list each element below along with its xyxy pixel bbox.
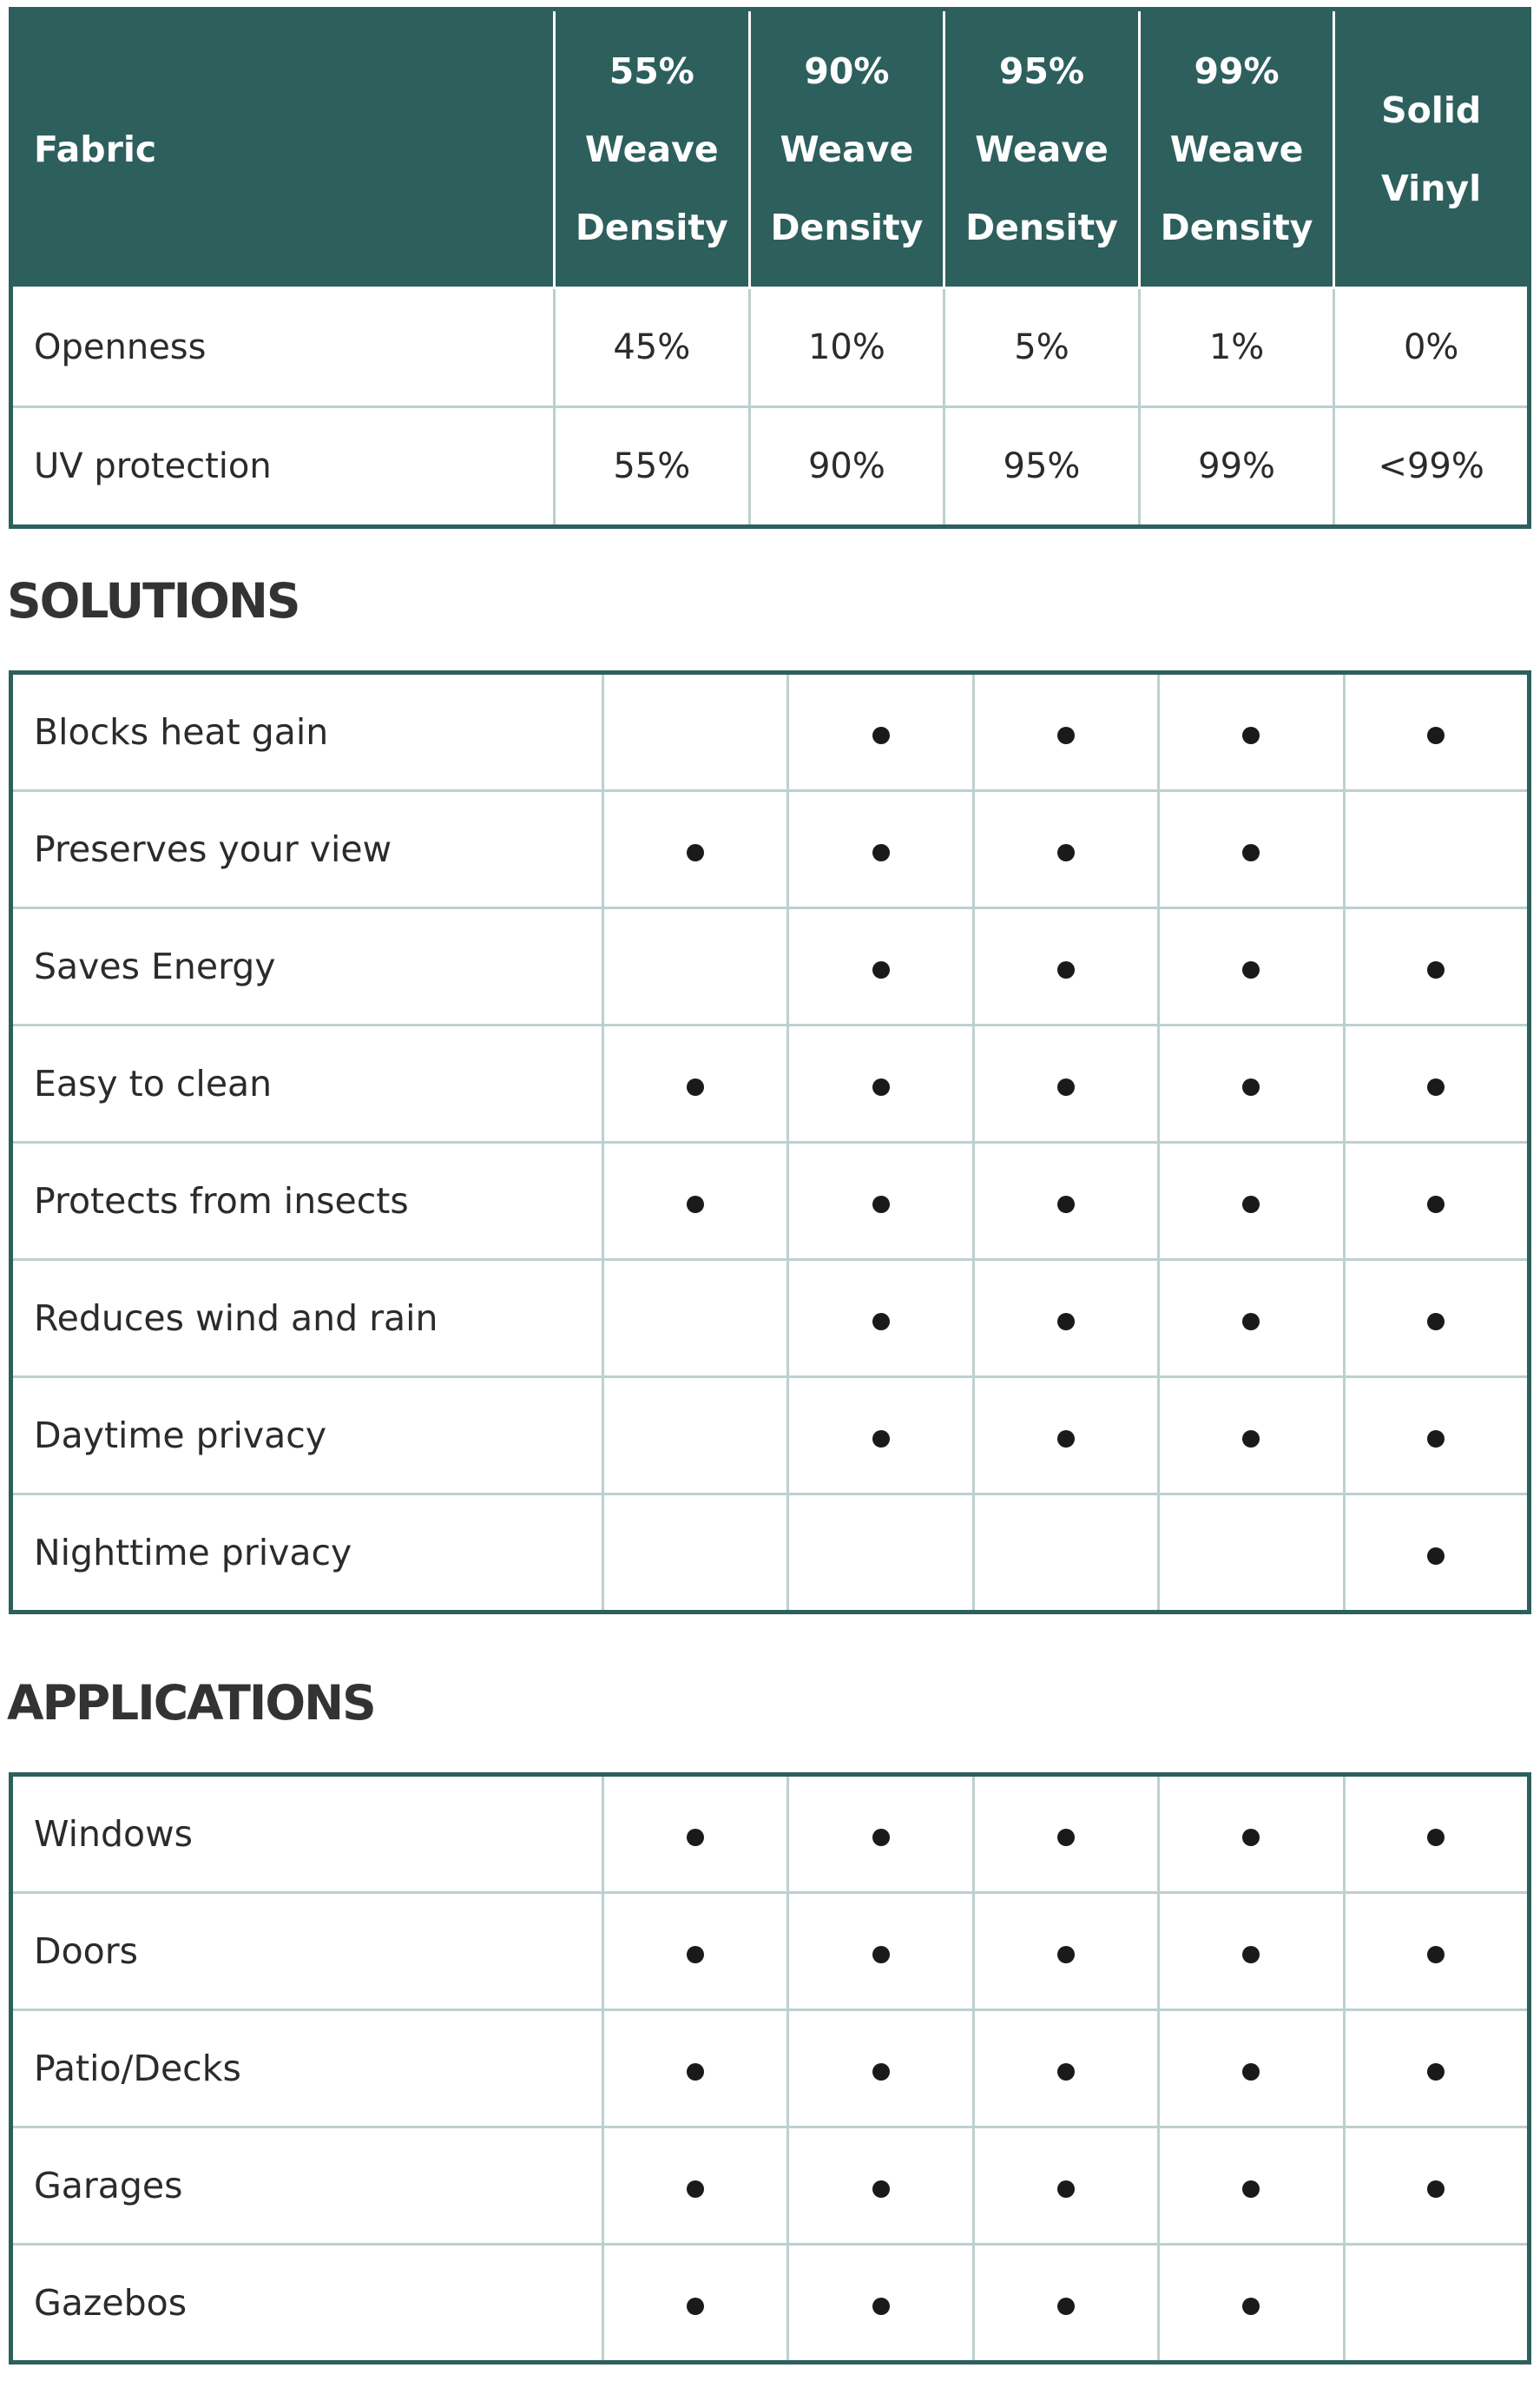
mark-cell (788, 791, 973, 908)
mark-cell (1344, 1494, 1529, 1613)
bullet-dot-icon (1057, 844, 1075, 861)
row-label: UV protection (11, 407, 555, 527)
row-label: Openness (11, 288, 555, 407)
mark-cell (603, 2010, 788, 2127)
table-row (11, 1377, 1530, 1494)
bullet-dot-icon (1427, 961, 1445, 979)
bullet-dot-icon (1057, 1313, 1075, 1330)
bullet-dot-icon (687, 1078, 704, 1096)
table-row (11, 673, 1530, 791)
bullet-dot-icon (872, 727, 890, 744)
mark-cell (1344, 2010, 1529, 2127)
row-label: Easy to clean (11, 1026, 603, 1143)
bullet-dot-icon (872, 1829, 890, 1846)
bullet-dot-icon (1242, 844, 1260, 861)
bullet-dot-icon (1242, 1946, 1260, 1963)
mark-cell (973, 1026, 1158, 1143)
mark-cell (788, 1377, 973, 1494)
header-99-weave: 99% Weave Density (1139, 10, 1334, 288)
row-label: Gazebos (11, 2245, 603, 2363)
mark-cell (1159, 673, 1344, 791)
value-cell: 5% (944, 288, 1140, 407)
mark-cell (603, 1026, 788, 1143)
bullet-dot-icon (1427, 1430, 1445, 1448)
row-label: Reduces wind and rain (11, 1260, 603, 1377)
bullet-dot-icon (687, 2180, 704, 2198)
bullet-dot-icon (1057, 1829, 1075, 1846)
bullet-dot-icon (872, 2063, 890, 2081)
mark-cell (973, 2127, 1158, 2245)
value-cell: 55% (555, 407, 750, 527)
bullet-dot-icon (1242, 961, 1260, 979)
table-row (11, 2010, 1530, 2127)
value-cell: 90% (749, 407, 944, 527)
row-label: Nighttime privacy (11, 1494, 603, 1613)
mark-cell (788, 2127, 973, 2245)
bullet-dot-icon (1427, 2063, 1445, 2081)
header-95-weave: 95% Weave Density (944, 10, 1140, 288)
value-cell: <99% (1334, 407, 1530, 527)
bullet-dot-icon (872, 2180, 890, 2198)
mark-cell (1159, 908, 1344, 1026)
header-solid-vinyl: Solid Vinyl (1334, 10, 1530, 288)
mark-cell (1344, 1143, 1529, 1260)
mark-cell (1159, 1377, 1344, 1494)
mark-cell (1159, 1494, 1344, 1613)
table-row (11, 1026, 1530, 1143)
solutions-table (9, 670, 1531, 1614)
row-label: Preserves your view (11, 791, 603, 908)
mark-cell (973, 673, 1158, 791)
mark-cell (788, 673, 973, 791)
value-cell: 99% (1139, 407, 1334, 527)
value-cell: 45% (555, 288, 750, 407)
mark-cell (1344, 2127, 1529, 2245)
mark-cell (973, 1494, 1158, 1613)
mark-cell (1344, 673, 1529, 791)
header-fabric: Fabric (11, 10, 555, 288)
mark-cell (788, 1893, 973, 2010)
bullet-dot-icon (1242, 2298, 1260, 2315)
table-row (11, 2245, 1530, 2363)
row-label: Patio/Decks (11, 2010, 603, 2127)
bullet-dot-icon (1427, 1547, 1445, 1565)
bullet-dot-icon (1242, 1078, 1260, 1096)
row-label: Windows (11, 1775, 603, 1893)
mark-cell (1159, 2245, 1344, 2363)
bullet-dot-icon (1242, 727, 1260, 744)
mark-cell (1159, 1893, 1344, 2010)
row-label: Garages (11, 2127, 603, 2245)
bullet-dot-icon (872, 2298, 890, 2315)
mark-cell (603, 673, 788, 791)
mark-cell (603, 1143, 788, 1260)
bullet-dot-icon (1427, 727, 1445, 744)
bullet-dot-icon (1242, 1829, 1260, 1846)
mark-cell (788, 908, 973, 1026)
mark-cell (973, 1260, 1158, 1377)
mark-cell (603, 2127, 788, 2245)
mark-cell (1159, 1026, 1344, 1143)
table-row (11, 1143, 1530, 1260)
bullet-dot-icon (1057, 1196, 1075, 1213)
mark-cell (1159, 2010, 1344, 2127)
bullet-dot-icon (687, 1946, 704, 1963)
value-cell: 0% (1334, 288, 1530, 407)
bullet-dot-icon (872, 1946, 890, 1963)
bullet-dot-icon (687, 2298, 704, 2315)
mark-cell (1344, 1260, 1529, 1377)
mark-cell (788, 1260, 973, 1377)
bullet-dot-icon (1427, 2180, 1445, 2198)
bullet-dot-icon (1242, 2063, 1260, 2081)
mark-cell (788, 1775, 973, 1893)
mark-cell (788, 1026, 973, 1143)
bullet-dot-icon (872, 1196, 890, 1213)
mark-cell (603, 791, 788, 908)
solutions-heading: SOLUTIONS (7, 573, 299, 629)
bullet-dot-icon (872, 961, 890, 979)
row-label: Blocks heat gain (11, 673, 603, 791)
bullet-dot-icon (1242, 1196, 1260, 1213)
applications-table (9, 1772, 1531, 2365)
bullet-dot-icon (1242, 1313, 1260, 1330)
bullet-dot-icon (1057, 2298, 1075, 2315)
header-90-weave: 90% Weave Density (749, 10, 944, 288)
row-label: Daytime privacy (11, 1377, 603, 1494)
bullet-dot-icon (1057, 1946, 1075, 1963)
row-label: Protects from insects (11, 1143, 603, 1260)
bullet-dot-icon (1057, 2063, 1075, 2081)
mark-cell (973, 1143, 1158, 1260)
bullet-dot-icon (1242, 2180, 1260, 2198)
mark-cell (1159, 1260, 1344, 1377)
bullet-dot-icon (1427, 1196, 1445, 1213)
mark-cell (973, 2245, 1158, 2363)
mark-cell (1344, 1893, 1529, 2010)
mark-cell (973, 1775, 1158, 1893)
table-row (11, 1260, 1530, 1377)
table-row (11, 1494, 1530, 1613)
bullet-dot-icon (687, 1829, 704, 1846)
mark-cell (603, 1494, 788, 1613)
row-label: Saves Energy (11, 908, 603, 1026)
table-row (11, 1893, 1530, 2010)
bullet-dot-icon (1427, 1829, 1445, 1846)
bullet-dot-icon (1427, 1946, 1445, 1963)
value-cell: 10% (749, 288, 944, 407)
mark-cell (1344, 1026, 1529, 1143)
value-cell: 1% (1139, 288, 1334, 407)
mark-cell (1344, 1377, 1529, 1494)
bullet-dot-icon (687, 1196, 704, 1213)
mark-cell (788, 2245, 973, 2363)
table-row (11, 908, 1530, 1026)
mark-cell (603, 1260, 788, 1377)
specs-table (9, 7, 1531, 529)
mark-cell (973, 2010, 1158, 2127)
bullet-dot-icon (872, 1078, 890, 1096)
bullet-dot-icon (1057, 1430, 1075, 1448)
bullet-dot-icon (687, 844, 704, 861)
row-label: Doors (11, 1893, 603, 2010)
bullet-dot-icon (1057, 2180, 1075, 2198)
mark-cell (788, 2010, 973, 2127)
bullet-dot-icon (687, 2063, 704, 2081)
mark-cell (973, 791, 1158, 908)
mark-cell (1344, 2245, 1529, 2363)
mark-cell (788, 1494, 973, 1613)
mark-cell (788, 1143, 973, 1260)
bullet-dot-icon (872, 1313, 890, 1330)
table-row (11, 2127, 1530, 2245)
mark-cell (973, 1893, 1158, 2010)
value-cell: 95% (944, 407, 1140, 527)
mark-cell (603, 1893, 788, 2010)
bullet-dot-icon (1427, 1313, 1445, 1330)
mark-cell (973, 908, 1158, 1026)
table-row (11, 1775, 1530, 1893)
header-55-weave: 55% Weave Density (555, 10, 750, 288)
bullet-dot-icon (872, 844, 890, 861)
mark-cell (973, 1377, 1158, 1494)
bullet-dot-icon (1427, 1078, 1445, 1096)
specs-row-uv-protection (11, 407, 1530, 527)
table-row (11, 791, 1530, 908)
bullet-dot-icon (1057, 1078, 1075, 1096)
specs-header-row (11, 10, 1530, 288)
bullet-dot-icon (1242, 1430, 1260, 1448)
mark-cell (1159, 1143, 1344, 1260)
mark-cell (603, 2245, 788, 2363)
mark-cell (1159, 791, 1344, 908)
bullet-dot-icon (872, 1430, 890, 1448)
mark-cell (1159, 2127, 1344, 2245)
mark-cell (603, 1377, 788, 1494)
specs-row-openness (11, 288, 1530, 407)
mark-cell (1344, 1775, 1529, 1893)
mark-cell (603, 1775, 788, 1893)
mark-cell (603, 908, 788, 1026)
bullet-dot-icon (1057, 727, 1075, 744)
mark-cell (1344, 791, 1529, 908)
mark-cell (1159, 1775, 1344, 1893)
bullet-dot-icon (1057, 961, 1075, 979)
applications-heading: APPLICATIONS (7, 1675, 375, 1731)
mark-cell (1344, 908, 1529, 1026)
